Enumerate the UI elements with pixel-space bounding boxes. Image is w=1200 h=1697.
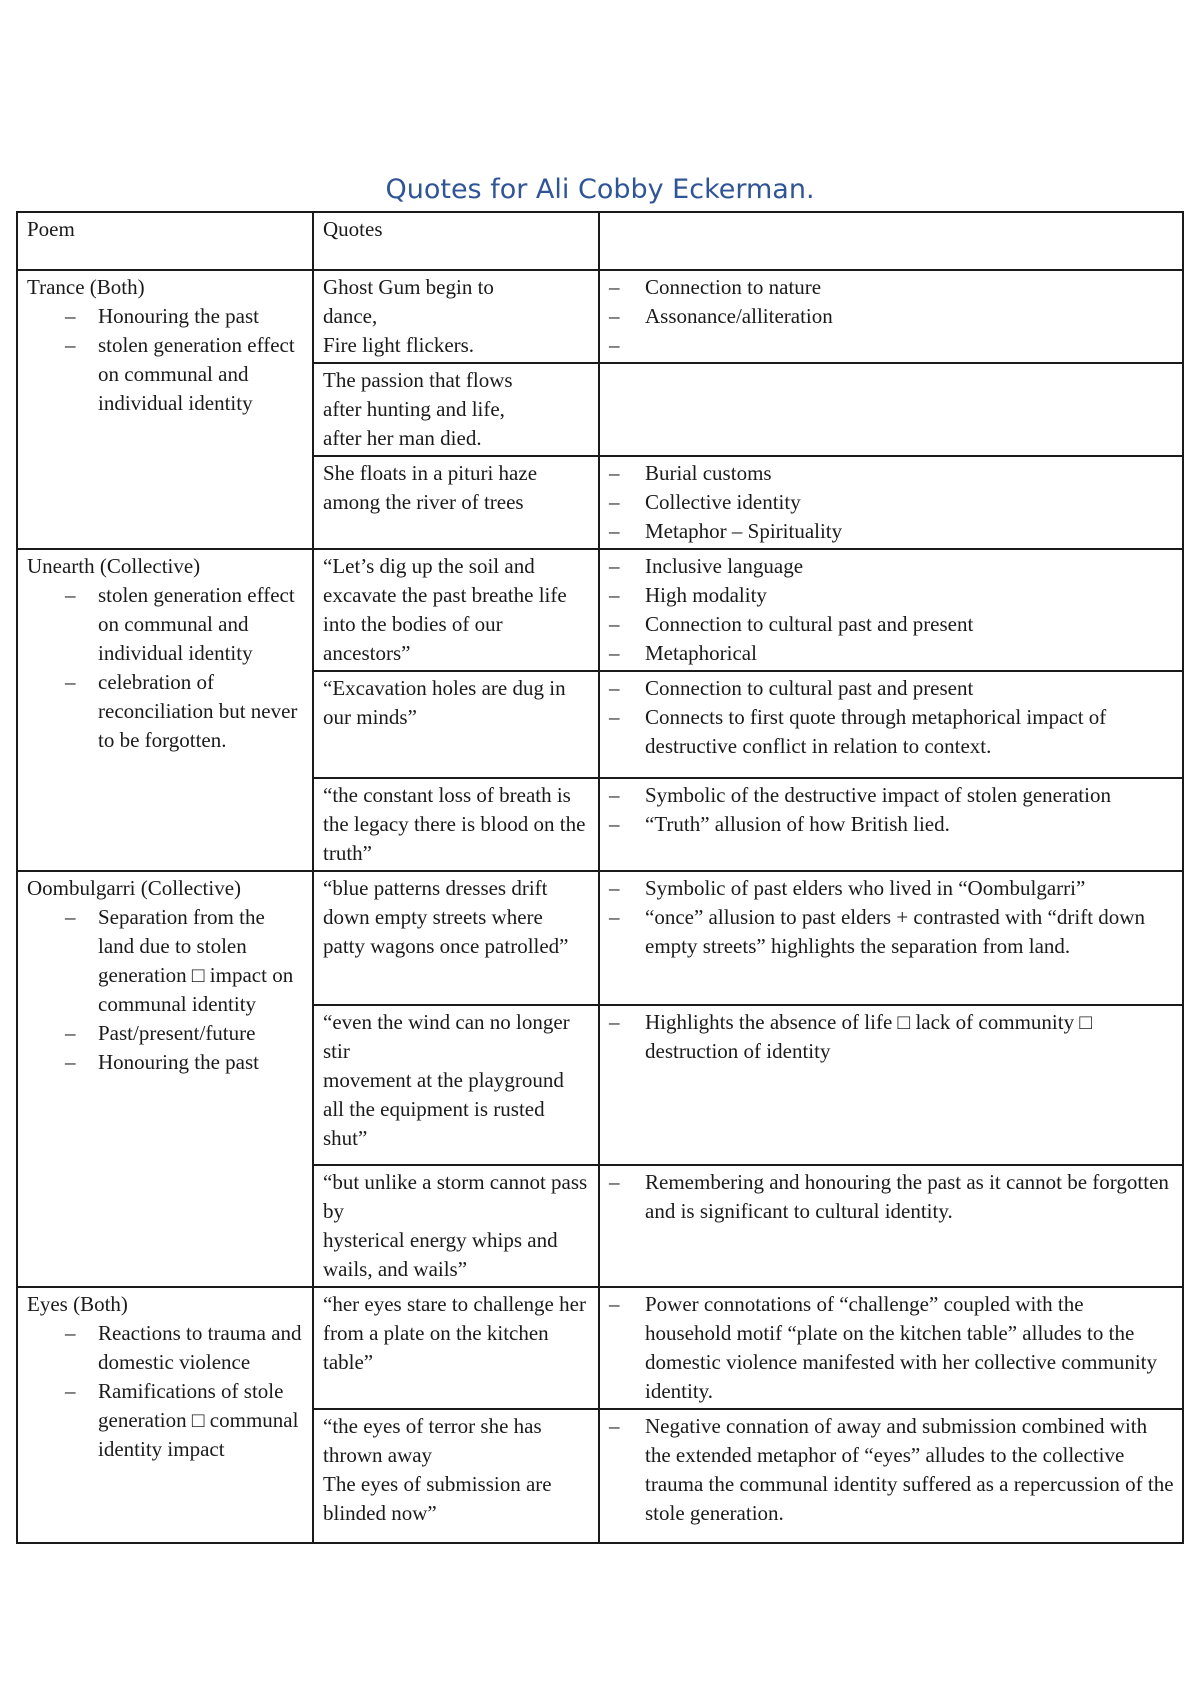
analysis-point: – Highlights the absence of life □ lack of community □ destruction of identity: [609, 1008, 1174, 1066]
poem-notes-list: [27, 302, 304, 418]
analysis-point: – Inclusive language: [609, 552, 1174, 581]
quote-line: hysterical energy whips and wails, and wails”: [323, 1228, 558, 1281]
analysis-list: [609, 1412, 1174, 1528]
quote-cell: [313, 871, 599, 1005]
poem-notes-list: [27, 581, 304, 755]
quote-cell: [313, 778, 599, 871]
analysis-point: – Connection to cultural past and present: [609, 610, 1174, 639]
document-title: Quotes for Ali Cobby Eckerman.: [385, 174, 815, 205]
poem-cell: [17, 270, 313, 549]
analysis-list: [609, 552, 1174, 668]
header-poem: Poem: [17, 212, 313, 270]
analysis-list: [609, 1008, 1174, 1066]
poem-title: Eyes (Both): [27, 1292, 128, 1316]
analysis-point: – “once” allusion to past elders + contrasted with “drift down empty streets” highlights the separation from land.: [609, 903, 1174, 961]
analysis-point: – Assonance/alliteration: [609, 302, 1174, 331]
analysis-point: – Metaphor – Spirituality: [609, 517, 1174, 546]
quote-cell: [313, 1165, 599, 1287]
quote-line: “the eyes of terror she has thrown away: [323, 1414, 542, 1467]
quote-line: Ghost Gum begin to: [323, 275, 494, 299]
analysis-point: – Remembering and honouring the past as it cannot be forgotten and is significant to cultural identity.: [609, 1168, 1174, 1226]
quote-cell: [313, 671, 599, 778]
analysis-cell: [599, 549, 1183, 671]
analysis-list: [609, 781, 1174, 839]
analysis-point: – High modality: [609, 581, 1174, 610]
poem-note: – stolen generation effect on communal and individual identity: [27, 581, 304, 668]
poem-note: – Ramifications of stole generation □ communal identity impact: [27, 1377, 304, 1464]
quote-line: “blue patterns dresses drift down empty streets where patty wagons once patrolled”: [323, 876, 569, 958]
analysis-point: – Connection to nature: [609, 273, 1174, 302]
poem-notes-list: [27, 1319, 304, 1464]
analysis-list: [609, 1168, 1174, 1226]
analysis-list: [609, 1290, 1174, 1406]
analysis-point: – “Truth” allusion of how British lied.: [609, 810, 1174, 839]
analysis-cell: [599, 270, 1183, 363]
header-row: [17, 212, 1183, 270]
quote-line: Fire light flickers.: [323, 333, 475, 357]
analysis-cell: [599, 1165, 1183, 1287]
header-analysis: [599, 212, 1183, 270]
analysis-point: – Connection to cultural past and present: [609, 674, 1174, 703]
poem-note: – Separation from the land due to stolen generation □ impact on communal identity: [27, 903, 304, 1019]
poem-cell: [17, 1287, 313, 1543]
analysis-cell: [599, 1409, 1183, 1543]
quote-line: after her man died.: [323, 426, 482, 450]
header-quotes: Quotes: [313, 212, 599, 270]
poem-title: Oombulgarri (Collective): [27, 876, 242, 900]
analysis-point: – Metaphorical: [609, 639, 1174, 668]
poem-note: – celebration of reconciliation but never to be forgotten.: [27, 668, 304, 755]
poem-note: – stolen generation effect on communal and individual identity: [27, 331, 304, 418]
quote-line: among the river of trees: [323, 490, 524, 514]
analysis-cell: [599, 1005, 1183, 1165]
analysis-cell: [599, 363, 1183, 456]
quote-cell: [313, 363, 599, 456]
quote-line: dance,: [323, 304, 378, 328]
quote-line: all the equipment is rusted shut”: [323, 1097, 545, 1150]
analysis-list: [609, 874, 1174, 961]
quote-line: She floats in a pituri haze: [323, 461, 538, 485]
analysis-point: – Symbolic of past elders who lived in “Oombulgarri”: [609, 874, 1174, 903]
analysis-list: [609, 273, 1174, 331]
quote-line: after hunting and life,: [323, 397, 505, 421]
table-row: [17, 549, 1183, 671]
poem-title: Unearth (Collective): [27, 554, 201, 578]
poem-cell: [17, 871, 313, 1287]
quote-line: “her eyes stare to challenge her from a plate on the kitchen table”: [323, 1292, 586, 1374]
poem-notes-list: [27, 903, 304, 1077]
quote-line: movement at the playground: [323, 1068, 564, 1092]
quote-line: The eyes of submission are blinded now”: [323, 1472, 552, 1525]
poem-note: – Reactions to trauma and domestic violence: [27, 1319, 304, 1377]
analysis-point: – Collective identity: [609, 488, 1174, 517]
poem-title: Trance (Both): [27, 275, 145, 299]
analysis-cell: [599, 671, 1183, 778]
analysis-list: [609, 674, 1174, 761]
analysis-cell: [599, 778, 1183, 871]
analysis-point: – Symbolic of the destructive impact of stolen generation: [609, 781, 1174, 810]
quote-line: “even the wind can no longer stir: [323, 1010, 570, 1063]
quote-cell: [313, 456, 599, 549]
quote-cell: [313, 270, 599, 363]
quote-line: “Excavation holes are dug in our minds”: [323, 676, 566, 729]
quote-cell: [313, 549, 599, 671]
quote-line: “the constant loss of breath is the legacy there is blood on the truth”: [323, 783, 586, 865]
quotes-table: [16, 211, 1184, 1544]
poem-cell: [17, 549, 313, 871]
analysis-cell: [599, 871, 1183, 1005]
quote-line: The passion that flows: [323, 368, 513, 392]
analysis-point: – Negative connation of away and submission combined with the extended metaphor of “eyes” alludes to the collective trauma the communal identity suffered as a repercussion of the stole generation.: [609, 1412, 1174, 1528]
analysis-point: – Power connotations of “challenge” coupled with the household motif “plate on the kitchen table” alludes to the domestic violence manifested with her collective community identity.: [609, 1290, 1174, 1406]
poem-note: – Honouring the past: [27, 302, 304, 331]
table-row: [17, 270, 1183, 363]
analysis-cell: [599, 1287, 1183, 1409]
quote-cell: [313, 1409, 599, 1543]
poem-note: – Honouring the past: [27, 1048, 304, 1077]
analysis-point: – Connects to first quote through metaphorical impact of destructive conflict in relation to context.: [609, 703, 1174, 761]
quote-line: “Let’s dig up the soil and excavate the past breathe life into the bodies of our ancestors”: [323, 554, 567, 665]
poem-note: – Past/present/future: [27, 1019, 304, 1048]
analysis-list: [609, 459, 1174, 546]
table-row: [17, 871, 1183, 1005]
analysis-cell: [599, 456, 1183, 549]
quote-line: “but unlike a storm cannot pass by: [323, 1170, 588, 1223]
analysis-point: – Burial customs: [609, 459, 1174, 488]
quote-cell: [313, 1287, 599, 1409]
quote-cell: [313, 1005, 599, 1165]
table-row: [17, 1287, 1183, 1409]
